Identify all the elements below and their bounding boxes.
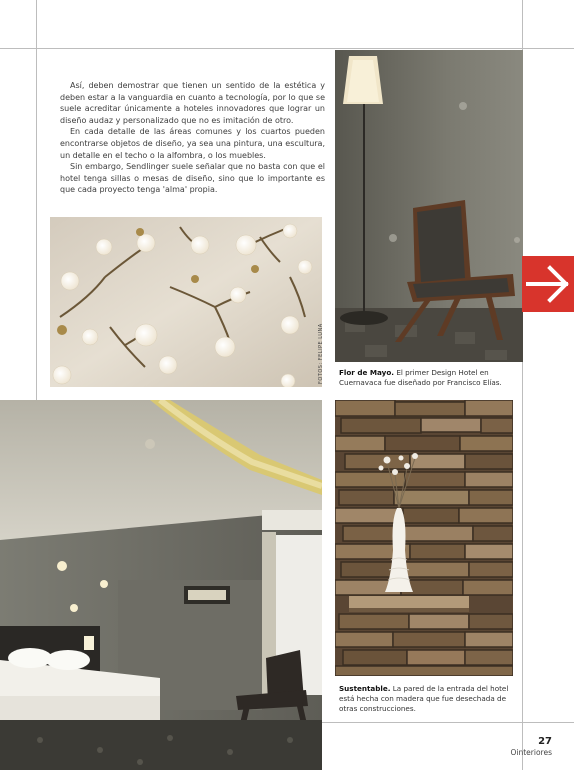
caption-flor-de-mayo bbox=[339, 368, 519, 388]
wood-wall-photo bbox=[335, 400, 513, 676]
ceiling-lights-photo bbox=[50, 217, 322, 387]
caption-title: Sustentable. bbox=[339, 684, 391, 693]
caption-sustentable bbox=[339, 684, 519, 714]
page-folio bbox=[511, 736, 553, 758]
page-number: 27 bbox=[538, 736, 552, 747]
top-guide-line bbox=[0, 48, 574, 49]
section-arrow-tab bbox=[522, 256, 574, 312]
article-body bbox=[60, 80, 325, 196]
lamp-chair-photo bbox=[335, 50, 523, 362]
article-paragraph: Sin embargo, Sendlinger suele señalar que no basta con que el hotel tenga sillas o mesas de diseño, sino que lo importante es que cada proyecto tenga 'alma' propia. bbox=[60, 162, 325, 195]
photo-credit: FOTOS: FELIPE LUNA bbox=[318, 323, 324, 384]
caption-title: Flor de Mayo. bbox=[339, 368, 395, 377]
article-paragraph: Así, deben demostrar que tienen un sentido de la estética y deben estar a la vanguardia en cuanto a tecnología, por lo que se suele acreditar únicamente a hoteles innovadores que lograr un diseño audaz y personalizado que no es imitación de otro. bbox=[60, 81, 325, 125]
article-paragraph: En cada detalle de las áreas comunes y los cuartos pueden encontrarse objetos de diseño, ya sea una pintura, una escultura, un detalle en el techo o la alfombra, o los muebles. bbox=[60, 127, 325, 160]
arrow-right-icon bbox=[522, 256, 574, 312]
magazine-name: Ointeriores bbox=[510, 748, 552, 757]
caption-text: La pared de la entrada del hotel está hecha con madera que fue desechada de otras construcciones. bbox=[339, 684, 509, 713]
caption-text: El primer Design Hotel en Cuernavaca fue diseñado por Francisco Elías. bbox=[339, 368, 502, 387]
bedroom-photo bbox=[0, 400, 322, 770]
